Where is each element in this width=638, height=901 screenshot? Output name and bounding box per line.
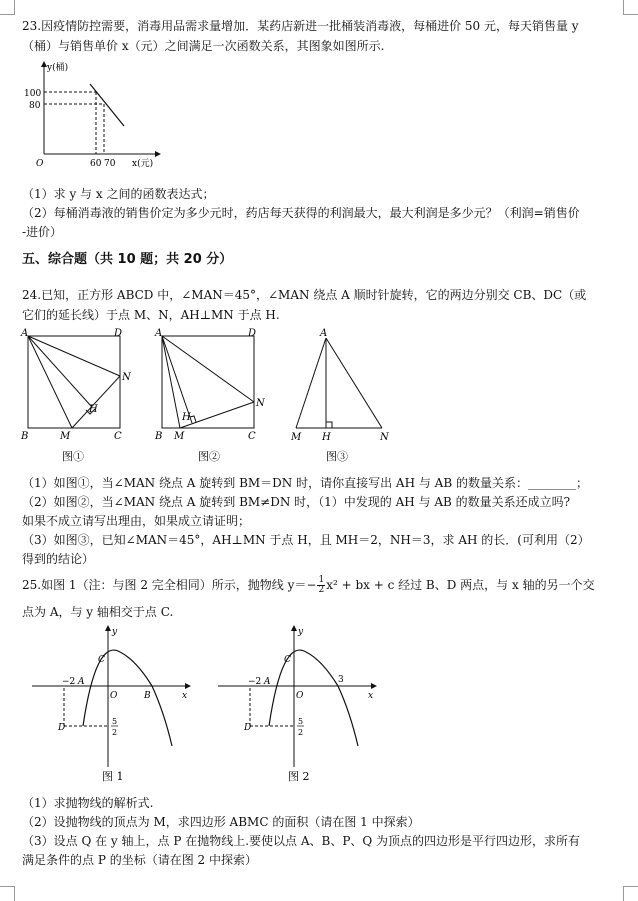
q24-sub3b: 得到的结论）	[22, 552, 95, 566]
svg-text:D: D	[58, 723, 66, 733]
q25-fraction: $\frac{1}{2}$	[318, 575, 325, 595]
svg-text:C: C	[248, 431, 256, 442]
q25-sub3b: 满足条件的点 P 的坐标（请在图 2 中探索）	[22, 853, 257, 867]
q25-sub3a: （3）设点 Q 在 y 轴上，点 P 在抛物线上.要使以点 A、B、P、Q 为顶点的四边形是平行四边形，求所有	[22, 834, 581, 848]
q24-figure-2	[154, 328, 266, 463]
corner-mark-bottom-right	[623, 886, 638, 901]
q24-fig1-square	[28, 336, 120, 428]
q23-sub2a: （2）每桶消毒液的销售价定为多少元时，药店每天获得的利润最大，最大利润是多少元？（利润=销售价	[22, 206, 580, 220]
q23-graph	[20, 58, 170, 173]
q25-line1	[22, 576, 595, 598]
svg-text:y: y	[298, 627, 304, 637]
svg-text:H: H	[322, 432, 331, 443]
q25-fig1-caption: 图 1	[102, 770, 124, 783]
svg-text:H: H	[182, 412, 191, 423]
q25-fig1-parabola	[83, 650, 172, 746]
q24-sub2b: 如果不成立请写出理由，如果成立请证明；	[22, 514, 251, 528]
svg-text:B: B	[155, 431, 163, 442]
corner-mark-top-right	[623, 0, 638, 15]
svg-text:H: H	[89, 404, 98, 415]
q24-fig2-caption: 图②	[198, 450, 220, 463]
svg-text:C: C	[98, 655, 105, 665]
q23-line1: 23.因疫情防控需要，消毒用品需求量增加．某药店新进一批桶装消毒液，每桶进价 50 元，每天销售量 y	[22, 19, 579, 33]
q24-fig2-square	[162, 336, 254, 428]
svg-text:B: B	[144, 691, 151, 701]
svg-text:D: D	[248, 328, 257, 339]
q24-line2: 它们的延长线）于点 M、N，AH⊥MN 于点 H.	[22, 308, 280, 322]
svg-text:M: M	[174, 431, 185, 442]
q25-line2: 点为 A，与 y 轴相交于点 C.	[22, 605, 174, 619]
svg-text:5: 5	[112, 717, 118, 726]
q23-xtick-60: 60	[90, 159, 102, 169]
svg-text:B: B	[21, 431, 29, 442]
q24-sub1: （1）如图①，当∠MAN 绕点 A 旋转到 BM＝DN 时，请你直接写出 AH 与 AB 的数量关系：________；	[22, 476, 588, 490]
svg-text:M: M	[60, 431, 71, 442]
q25-fig2-caption: 图 2	[288, 770, 310, 783]
q23-function-line	[90, 84, 124, 126]
svg-text:C: C	[114, 431, 122, 442]
q23-ytick-80: 80	[29, 101, 41, 111]
svg-text:A: A	[155, 328, 163, 339]
corner-mark-bottom-left	[0, 886, 15, 901]
q25-figure-2	[218, 627, 374, 783]
q23-origin: O	[36, 159, 44, 169]
q25-figure-1	[32, 627, 188, 783]
q23-x-label: x(元)	[132, 159, 154, 169]
q25-line1-pre: 25.如图 1（注：与图 2 完全相同）所示，抛物线 y＝−	[22, 578, 317, 592]
svg-text:A: A	[264, 677, 271, 687]
svg-text:y: y	[112, 627, 118, 637]
q24-fig1-caption: 图①	[62, 450, 84, 463]
q23-ytick-100: 100	[24, 89, 42, 99]
q24-figures	[18, 326, 438, 466]
svg-text:M: M	[291, 432, 302, 443]
q23-y-label: y(桶)	[47, 63, 69, 73]
svg-text:−2: −2	[248, 677, 262, 687]
svg-text:N: N	[122, 372, 131, 383]
svg-text:N: N	[256, 398, 265, 409]
svg-text:3: 3	[338, 675, 344, 685]
svg-text:x: x	[368, 691, 374, 701]
svg-text:A: A	[78, 677, 85, 687]
svg-text:A: A	[21, 328, 29, 339]
svg-text:−2: −2	[62, 677, 76, 687]
q23-sub1: （1）求 y 与 x 之间的函数表达式；	[22, 187, 215, 201]
q24-sub3: （3）如图③，已知∠MAN＝45°，AH⊥MN 于点 H，且 MH＝2，NH＝3，求 AH 的长．(可利用（2）	[22, 533, 590, 547]
svg-text:2: 2	[298, 728, 304, 737]
svg-text:C: C	[284, 655, 291, 665]
svg-text:O: O	[110, 691, 118, 701]
q24-figure-1	[20, 328, 132, 463]
svg-text:A: A	[320, 328, 328, 339]
svg-text:D: D	[244, 723, 252, 733]
q23-xtick-70: 70	[104, 159, 116, 169]
q24-figure-3	[290, 328, 390, 463]
svg-text:2: 2	[112, 728, 118, 737]
section5-title: 五、综合题（共 10 题；共 20 分）	[22, 252, 233, 267]
q25-figures	[28, 622, 408, 787]
svg-text:N: N	[380, 432, 389, 443]
corner-mark-top-left	[0, 0, 15, 15]
svg-text:O: O	[296, 691, 304, 701]
q24-line1: 24.已知，正方形 ABCD 中，∠MAN＝45°，∠MAN 绕点 A 顺时针旋转，它的两边分别交 CB、DC（或	[22, 288, 587, 302]
q24-fig3-caption: 图③	[326, 450, 348, 463]
q24-sub2: （2）如图②，当∠MAN 绕点 A 旋转到 BM≠DN 时，（1）中发现的 AH 与 AB 的数量关系还成立吗?	[22, 495, 571, 509]
q25-sub1: （1）求抛物线的解析式.	[22, 796, 154, 810]
svg-text:D: D	[114, 328, 123, 339]
q23-line2: （桶）与销售单价 x（元）之间满足一次函数关系，其图象如图所示.	[22, 39, 385, 53]
q25-sub2: （2）设抛物线的顶点为 M，求四边形 ABMC 的面积（请在图 1 中探索）	[22, 815, 420, 829]
svg-text:x: x	[182, 691, 188, 701]
svg-text:5: 5	[298, 717, 304, 726]
q25-line1-post: x² + bx + c 经过 B、D 两点，与 x 轴的另一个交	[326, 578, 595, 592]
q23-sub2b: -进价）	[22, 225, 63, 239]
q25-fig2-parabola	[269, 650, 358, 746]
